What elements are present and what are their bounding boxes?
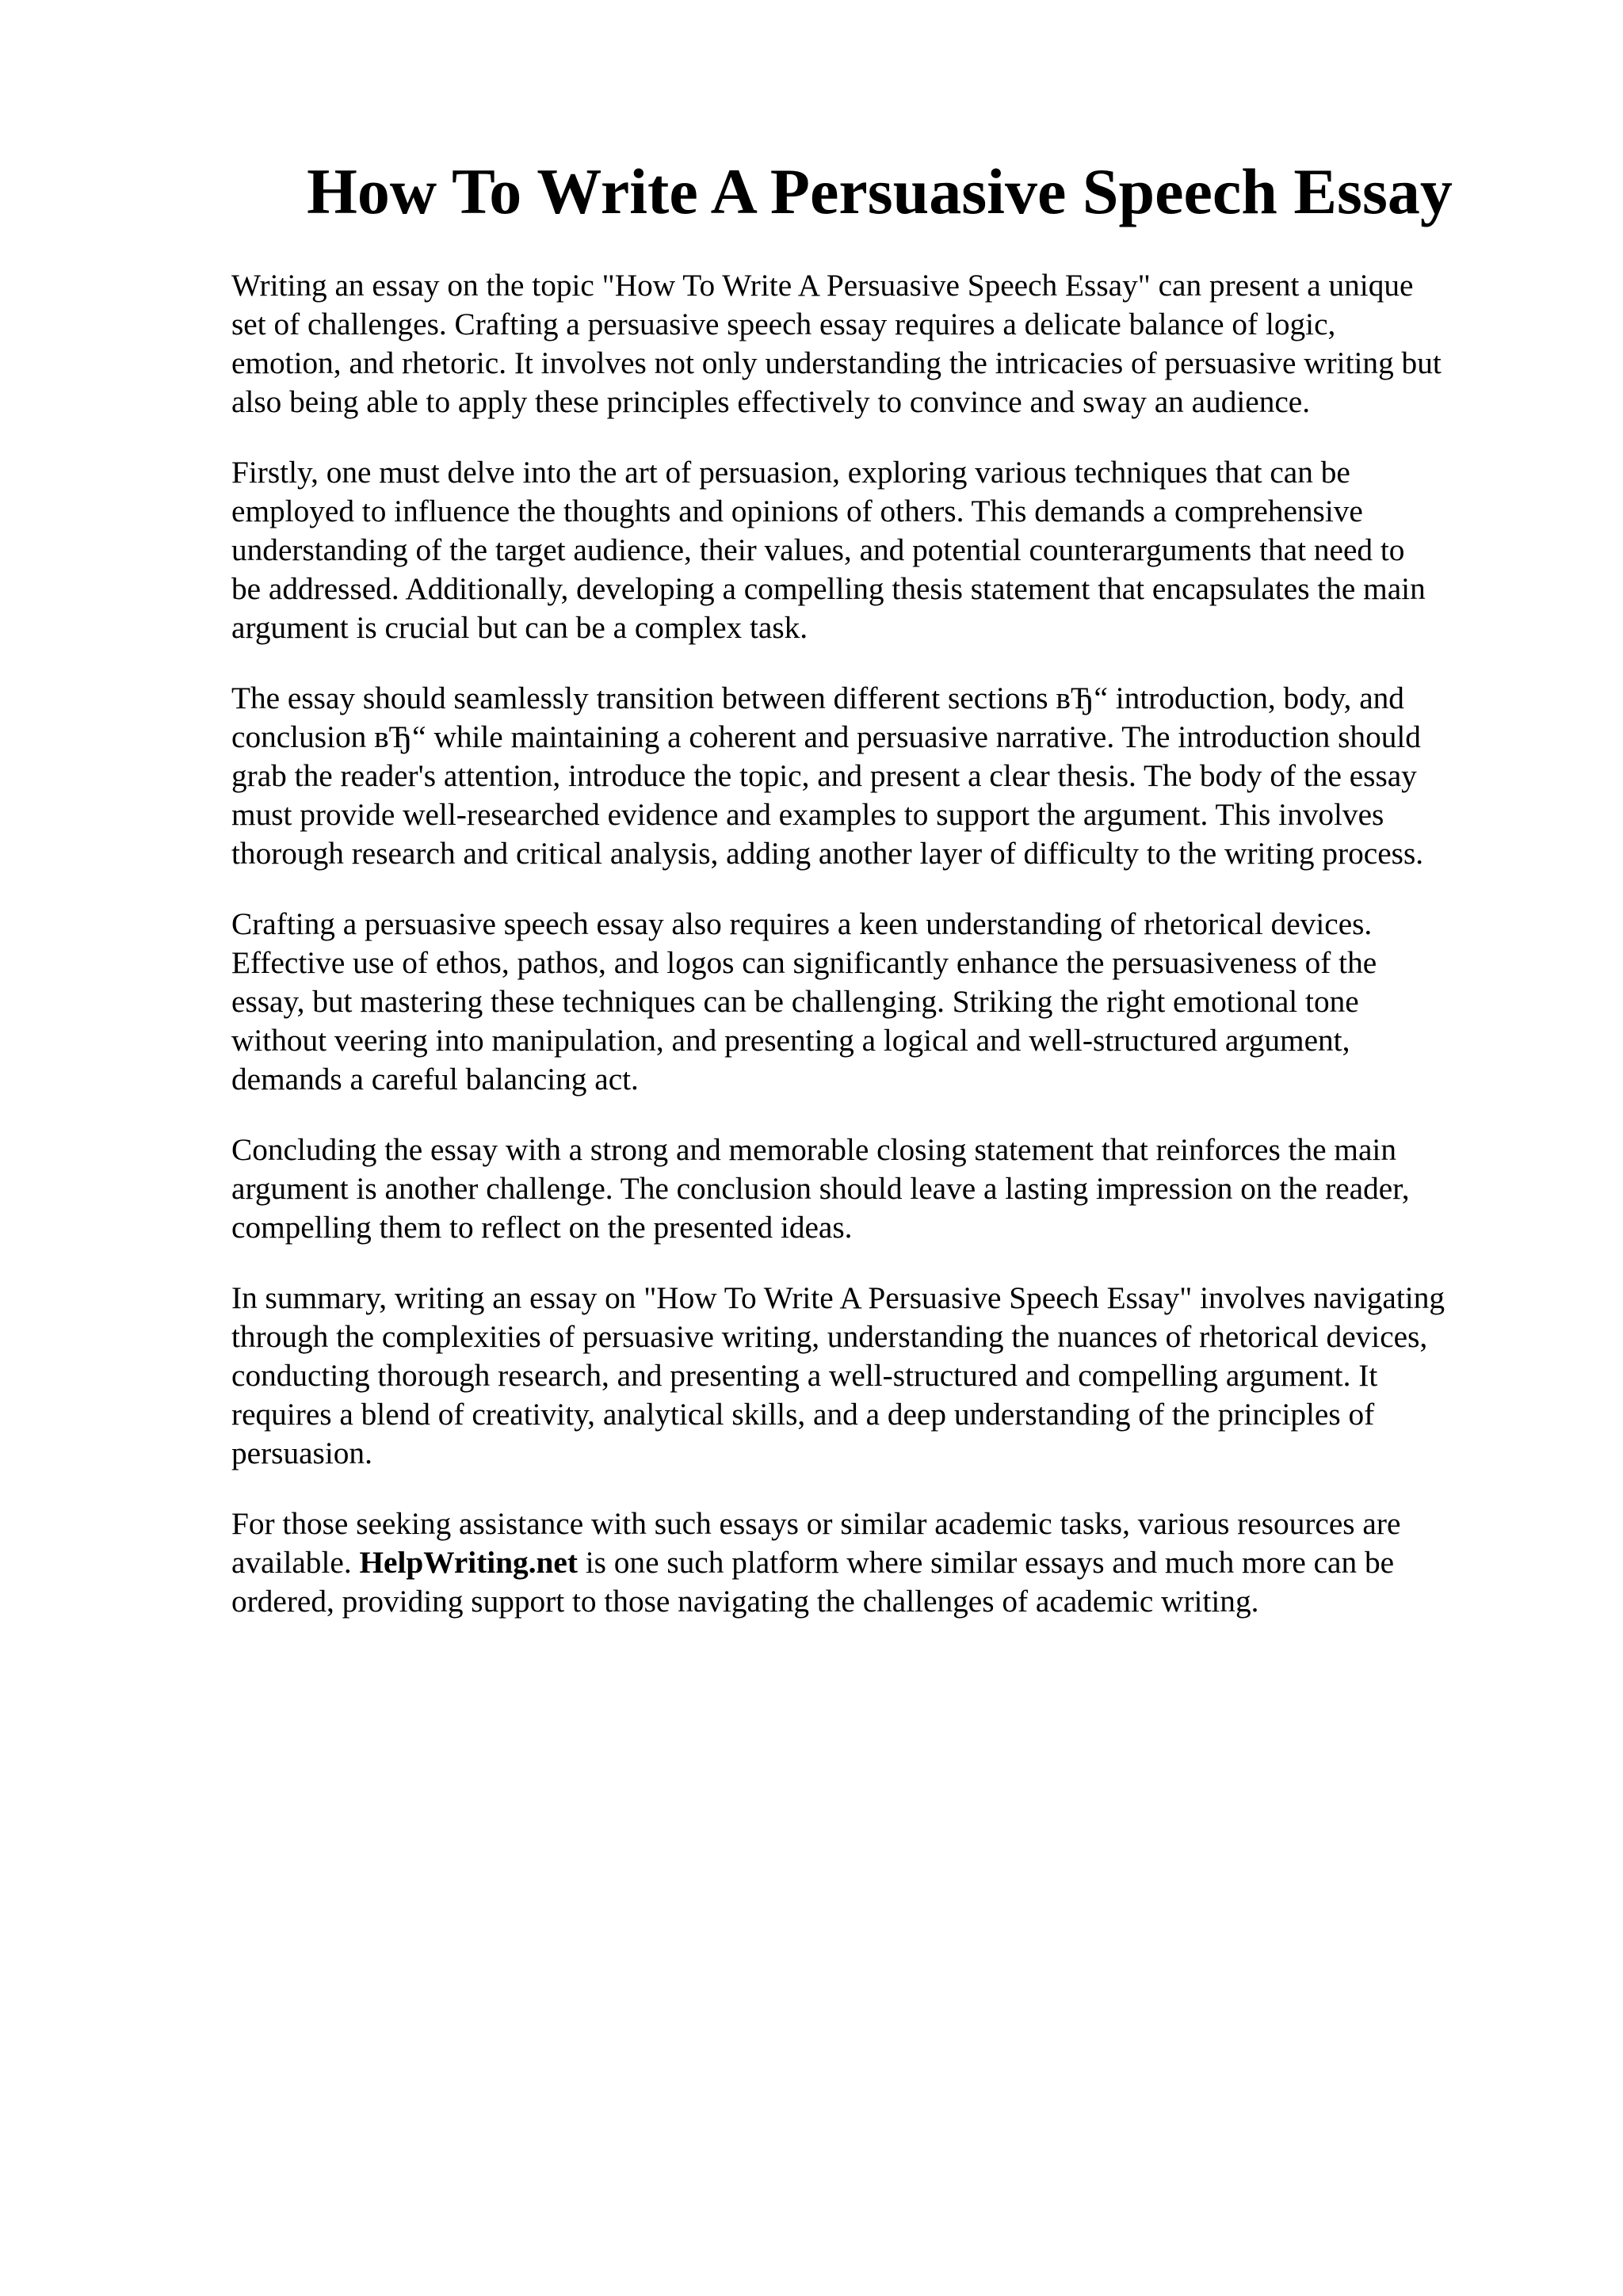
text-line: employed to influence the thoughts and opinions of others. This demands a comprehensive xyxy=(231,494,1363,528)
text-line: emotion, and rhetoric. It involves not only understanding the intricacies of persuasive writing but xyxy=(231,345,1442,380)
paragraph-2 xyxy=(231,453,1531,647)
text-line xyxy=(231,1543,1531,1582)
text-line: thorough research and critical analysis, adding another layer of difficulty to the writing process. xyxy=(231,836,1424,871)
text-line: argument is crucial but can be a complex task. xyxy=(231,610,808,645)
document-title: How To Write A Persuasive Speech Essay xyxy=(307,155,1453,227)
text-line: In summary, writing an essay on "How To Write A Persuasive Speech Essay" involves navigating xyxy=(231,1280,1445,1315)
paragraph-4 xyxy=(231,905,1531,1099)
text-line: be addressed. Additionally, developing a compelling thesis statement that encapsulates the main xyxy=(231,571,1426,606)
text-line: essay, but mastering these techniques can be challenging. Striking the right emotional tone xyxy=(231,984,1359,1019)
text-line: through the complexities of persuasive writing, understanding the nuances of rhetorical devices, xyxy=(231,1319,1428,1354)
text-line: persuasion. xyxy=(231,1436,372,1470)
text-fragment: available. xyxy=(231,1545,360,1580)
paragraph-7 xyxy=(231,1505,1531,1621)
text-line: must provide well-researched evidence and examples to support the argument. This involves xyxy=(231,797,1384,832)
text-line: conducting thorough research, and presenting a well-structured and compelling argument. It xyxy=(231,1358,1378,1393)
text-line: set of challenges. Crafting a persuasive speech essay requires a delicate balance of logic, xyxy=(231,307,1336,341)
text-line: Crafting a persuasive speech essay also requires a keen understanding of rhetorical devices. xyxy=(231,906,1373,941)
text-line: understanding of the target audience, their values, and potential counterarguments that need to xyxy=(231,532,1405,567)
text-line: The essay should seamlessly transition between different sections вЂ“ introduction, body, and xyxy=(231,681,1404,715)
text-line: compelling them to reflect on the presented ideas. xyxy=(231,1210,853,1245)
text-line: also being able to apply these principles effectively to convince and sway an audience. xyxy=(231,384,1311,419)
document-body xyxy=(231,266,1531,1653)
text-line: requires a blend of creativity, analytical skills, and a deep understanding of the principles of xyxy=(231,1397,1375,1432)
text-line: grab the reader's attention, introduce the topic, and present a clear thesis. The body of the essay xyxy=(231,758,1417,793)
text-line: Writing an essay on the topic "How To Write A Persuasive Speech Essay" can present a unique xyxy=(231,268,1414,303)
text-line: Concluding the essay with a strong and memorable closing statement that reinforces the main xyxy=(231,1132,1396,1167)
text-line: Firstly, one must delve into the art of persuasion, exploring various techniques that can be xyxy=(231,455,1350,490)
text-line: demands a careful balancing act. xyxy=(231,1062,639,1097)
text-line: conclusion вЂ“ while maintaining a coherent and persuasive narrative. The introduction should xyxy=(231,719,1421,754)
text-line: argument is another challenge. The conclusion should leave a lasting impression on the reader, xyxy=(231,1171,1410,1206)
brand-name: HelpWriting.net xyxy=(359,1545,578,1580)
text-line: Effective use of ethos, pathos, and logos can significantly enhance the persuasiveness of the xyxy=(231,945,1377,980)
paragraph-1 xyxy=(231,266,1531,421)
paragraph-5 xyxy=(231,1131,1531,1247)
text-line: For those seeking assistance with such essays or similar academic tasks, various resources are xyxy=(231,1506,1401,1541)
text-line: without veering into manipulation, and presenting a logical and well-structured argument, xyxy=(231,1023,1350,1058)
text-fragment: is one such platform where similar essays and much more can be xyxy=(577,1545,1395,1580)
paragraph-3 xyxy=(231,679,1531,873)
text-line: ordered, providing support to those navigating the challenges of academic writing. xyxy=(231,1584,1259,1619)
paragraph-6 xyxy=(231,1279,1531,1473)
